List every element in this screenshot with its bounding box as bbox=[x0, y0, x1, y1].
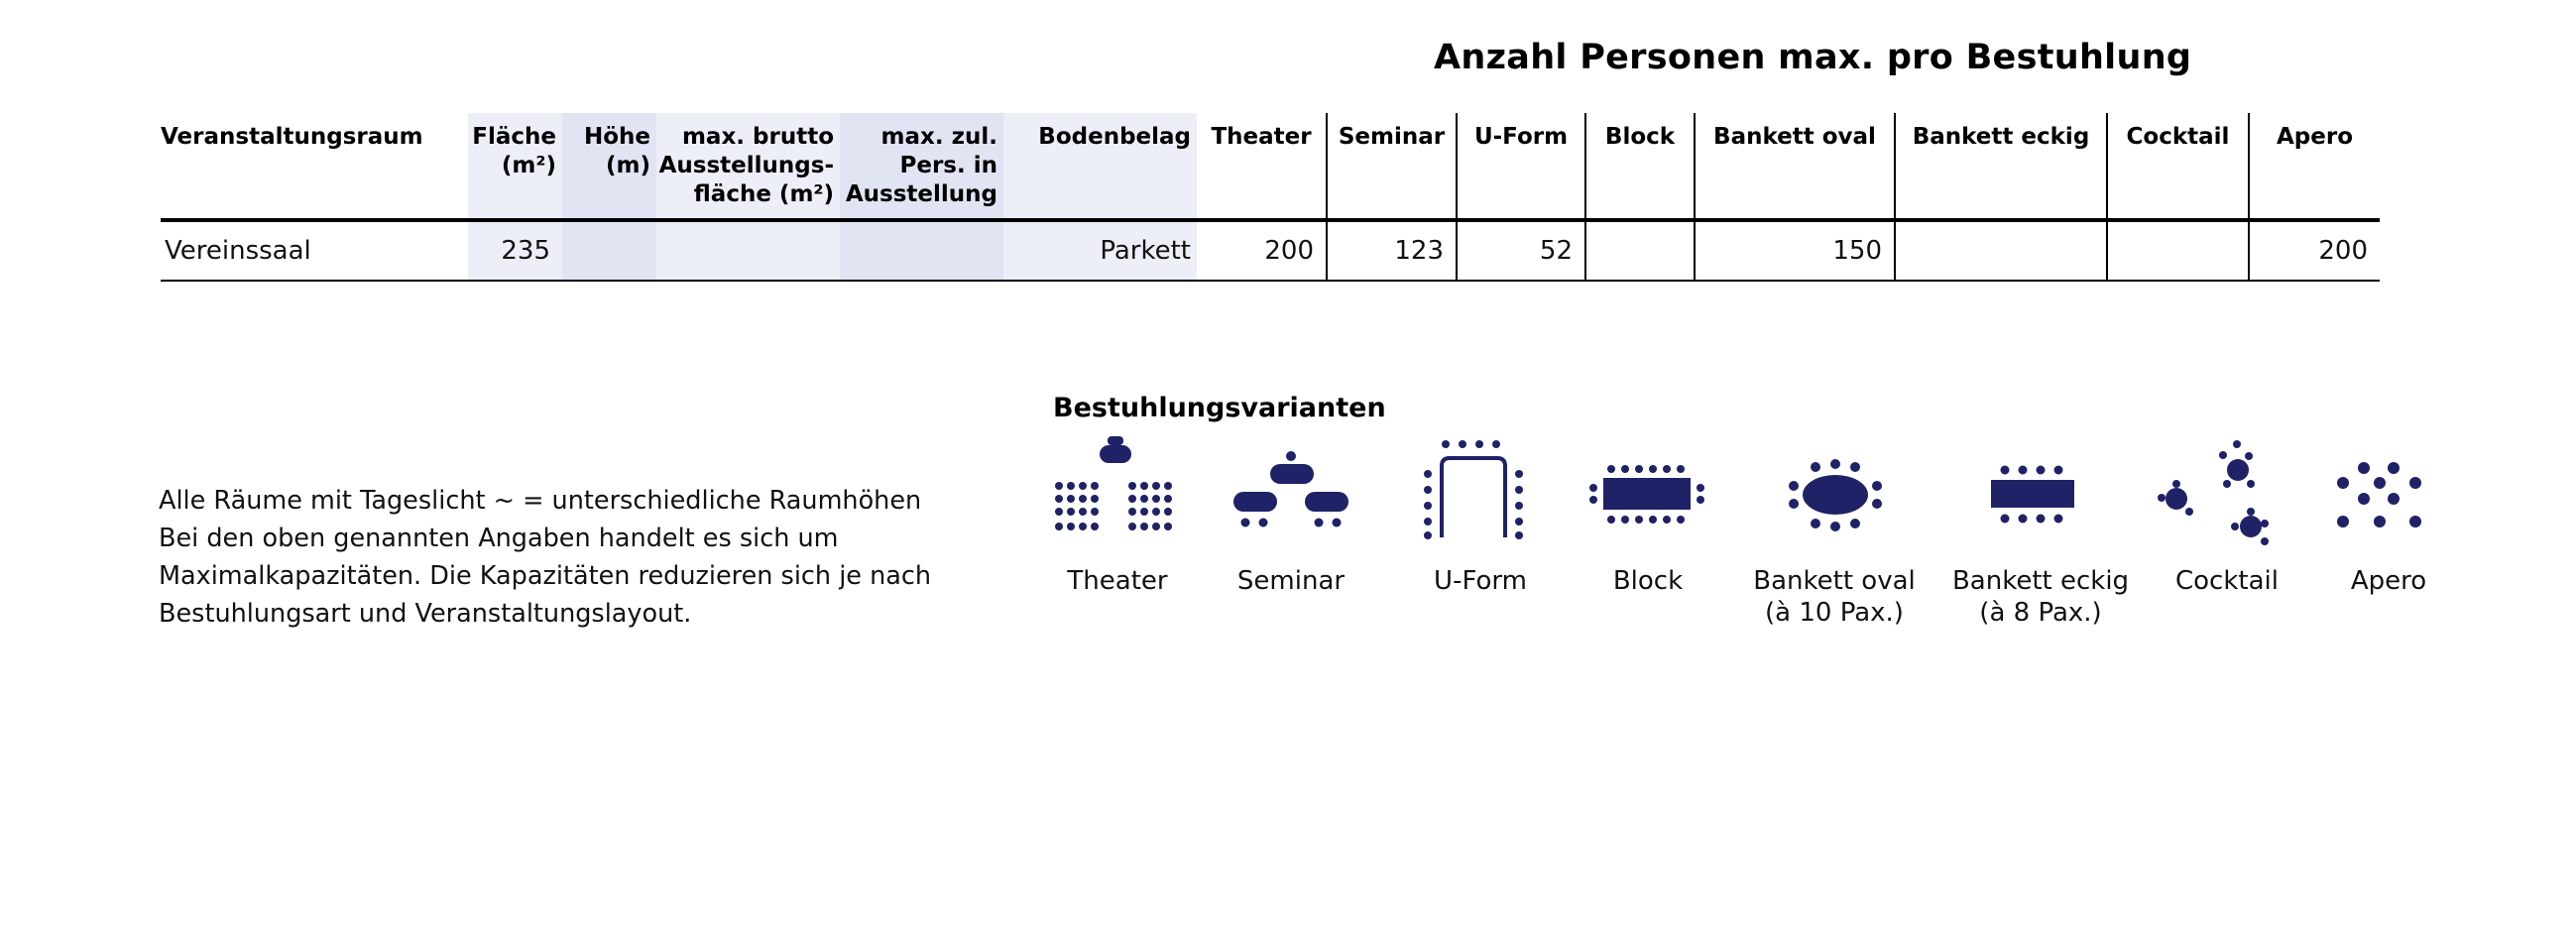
cell-gross-area bbox=[656, 222, 840, 280]
variant-label-block: Block bbox=[1612, 566, 1684, 596]
header-area: Fläche (m²) bbox=[468, 113, 562, 218]
variant-label-bankett-eckig: Bankett eckig (à 8 Pax.) bbox=[1951, 566, 2130, 628]
theater-icon bbox=[1053, 436, 1182, 545]
note-line: Alle Räume mit Tageslicht ~ = unterschiedliche Raumhöhen bbox=[159, 486, 922, 516]
block-icon bbox=[1589, 436, 1708, 535]
variant-label-seminar: Seminar bbox=[1236, 566, 1346, 596]
cocktail-icon bbox=[2152, 436, 2276, 550]
cell-persons bbox=[840, 222, 1003, 280]
apero-icon bbox=[2335, 436, 2424, 535]
header-persons: max. zul. Pers. in Ausstellung bbox=[840, 113, 1003, 218]
cell-cocktail bbox=[2106, 222, 2248, 280]
header-bankett-oval: Bankett oval bbox=[1694, 113, 1894, 218]
note-line: Bestuhlungsart und Veranstaltungslayout. bbox=[159, 599, 692, 629]
variants-title: Bestuhlungsvarianten bbox=[1053, 393, 1386, 423]
header-gross-area: max. brutto Ausstellungs- fläche (m²) bbox=[656, 113, 840, 218]
note-line: Maximalkapazitäten. Die Kapazitäten reduzieren sich je nach bbox=[159, 561, 932, 591]
variant-label-cocktail: Cocktail bbox=[2175, 566, 2279, 596]
seminar-icon bbox=[1229, 436, 1353, 535]
bankett-eckig-icon bbox=[1983, 436, 2082, 535]
notes bbox=[159, 482, 942, 633]
bankett-oval-icon bbox=[1781, 436, 1890, 535]
table-row bbox=[161, 222, 2380, 282]
header-floor: Bodenbelag bbox=[1003, 113, 1197, 218]
cell-apero: 200 bbox=[2248, 222, 2380, 280]
note-line: Bei den oben genannten Angaben handelt es sich um bbox=[159, 524, 839, 553]
table-header bbox=[161, 113, 2380, 222]
cell-block bbox=[1584, 222, 1694, 280]
variant-label-bankett-oval: Bankett oval (à 10 Pax.) bbox=[1753, 566, 1916, 628]
u-form-icon bbox=[1420, 436, 1529, 540]
cell-floor: Parkett bbox=[1003, 222, 1197, 280]
header-bankett-eckig: Bankett eckig bbox=[1894, 113, 2106, 218]
variant-label-theater: Theater bbox=[1067, 566, 1168, 596]
cell-bankett-eckig bbox=[1894, 222, 2106, 280]
variant-label-u-form: U-Form bbox=[1434, 566, 1527, 596]
cell-seminar: 123 bbox=[1326, 222, 1456, 280]
cell-theater: 200 bbox=[1264, 236, 1314, 266]
header-room: Veranstaltungsraum bbox=[161, 124, 423, 150]
cell-bankett-oval: 150 bbox=[1694, 222, 1894, 280]
cell-height bbox=[562, 222, 656, 280]
cell-area: 235 bbox=[468, 222, 562, 280]
header-cocktail: Cocktail bbox=[2106, 113, 2248, 218]
variant-label-apero: Apero bbox=[2350, 566, 2427, 596]
header-height: Höhe (m) bbox=[562, 113, 656, 218]
header-theater: Theater bbox=[1211, 124, 1312, 150]
cell-room: Vereinssaal bbox=[165, 236, 311, 266]
section-title: Anzahl Personen max. pro Bestuhlung bbox=[1434, 38, 2192, 77]
header-apero: Apero bbox=[2248, 113, 2380, 218]
capacity-table bbox=[161, 113, 2380, 282]
header-uform: U-Form bbox=[1456, 113, 1584, 218]
header-seminar: Seminar bbox=[1326, 113, 1456, 218]
header-block: Block bbox=[1584, 113, 1694, 218]
cell-uform: 52 bbox=[1456, 222, 1584, 280]
